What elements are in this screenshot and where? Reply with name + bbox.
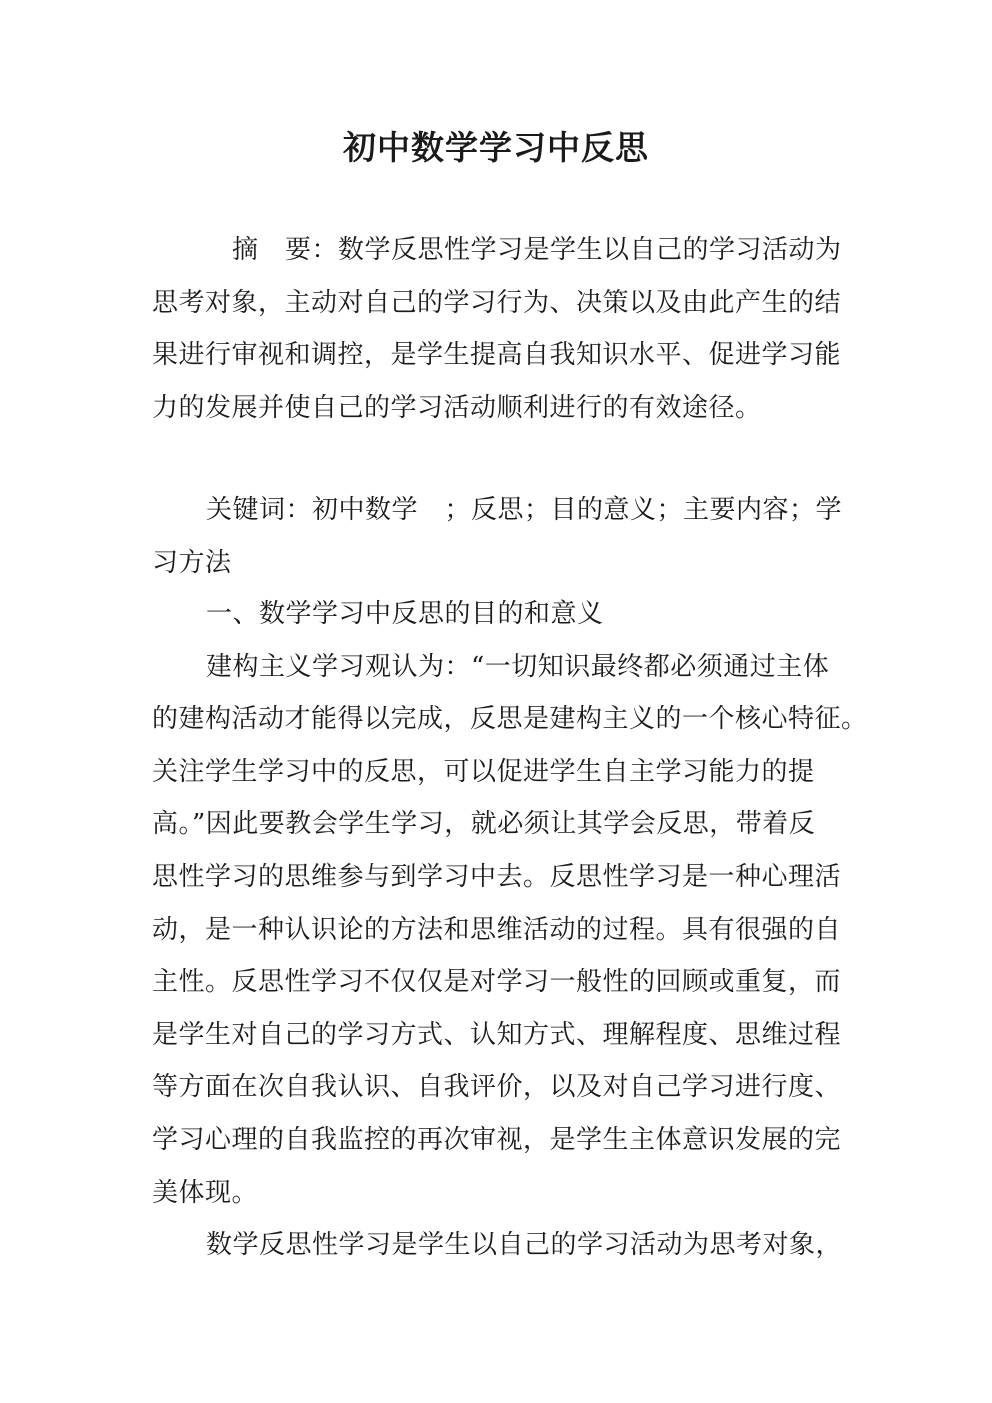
abstract-line: 摘 要：数学反思性学习是学生以自己的学习活动为	[232, 235, 842, 265]
paragraph-line: 关注学生学习中的反思，可以促进学生自主学习能力的提	[152, 756, 815, 787]
paragraph-line: 是学生对自己的学习方式、认知方式、理解程度、思维过程	[152, 1019, 842, 1050]
abstract-line: 力的发展并使自己的学习活动顺利进行的有效途径。	[152, 392, 762, 423]
paragraph-line: 高。”因此要教会学生学习，就必须让其学会反思，带着反	[152, 809, 816, 840]
paragraph-line: 数学反思性学习是学生以自己的学习活动为思考对象，	[206, 1230, 843, 1261]
paragraph-line: 学习心理的自我监控的再次审视，是学生主体意识发展的完	[152, 1124, 842, 1155]
paragraph-line: 建构主义学习观认为：“一切知识最终都必须通过主体	[206, 651, 830, 682]
section-1	[152, 588, 868, 1272]
paragraph-line: 动，是一种认识论的方法和思维活动的过程。具有很强的自	[152, 914, 842, 945]
paragraph-line: 思性学习的思维参与到学习中去。反思性学习是一种心理活	[152, 861, 842, 892]
paragraph-line: 美体现。	[152, 1177, 259, 1208]
paragraph-line: 主性。反思性学习不仅仅是对学习一般性的回顾或重复，而	[152, 967, 842, 998]
document-title: 初中数学学习中反思	[343, 128, 649, 167]
keywords	[152, 484, 852, 589]
abstract	[152, 224, 852, 434]
keywords-line: 习方法	[152, 547, 232, 578]
section-heading: 一、数学学习中反思的目的和意义	[206, 599, 604, 629]
abstract-line: 思考对象，主动对自己的学习行为、决策以及由此产生的结	[152, 287, 842, 318]
paragraph-line: 等方面在次自我认识、自我评价，以及对自己学习进行度、	[152, 1072, 842, 1103]
abstract-line: 果进行审视和调控，是学生提高自我知识水平、促进学习能	[152, 340, 842, 371]
keywords-line: 关键词：初中数学 ；反思；目的意义；主要内容；学	[206, 495, 843, 525]
paragraph-line: 的建构活动才能得以完成，反思是建构主义的一个核心特征。	[152, 704, 868, 735]
